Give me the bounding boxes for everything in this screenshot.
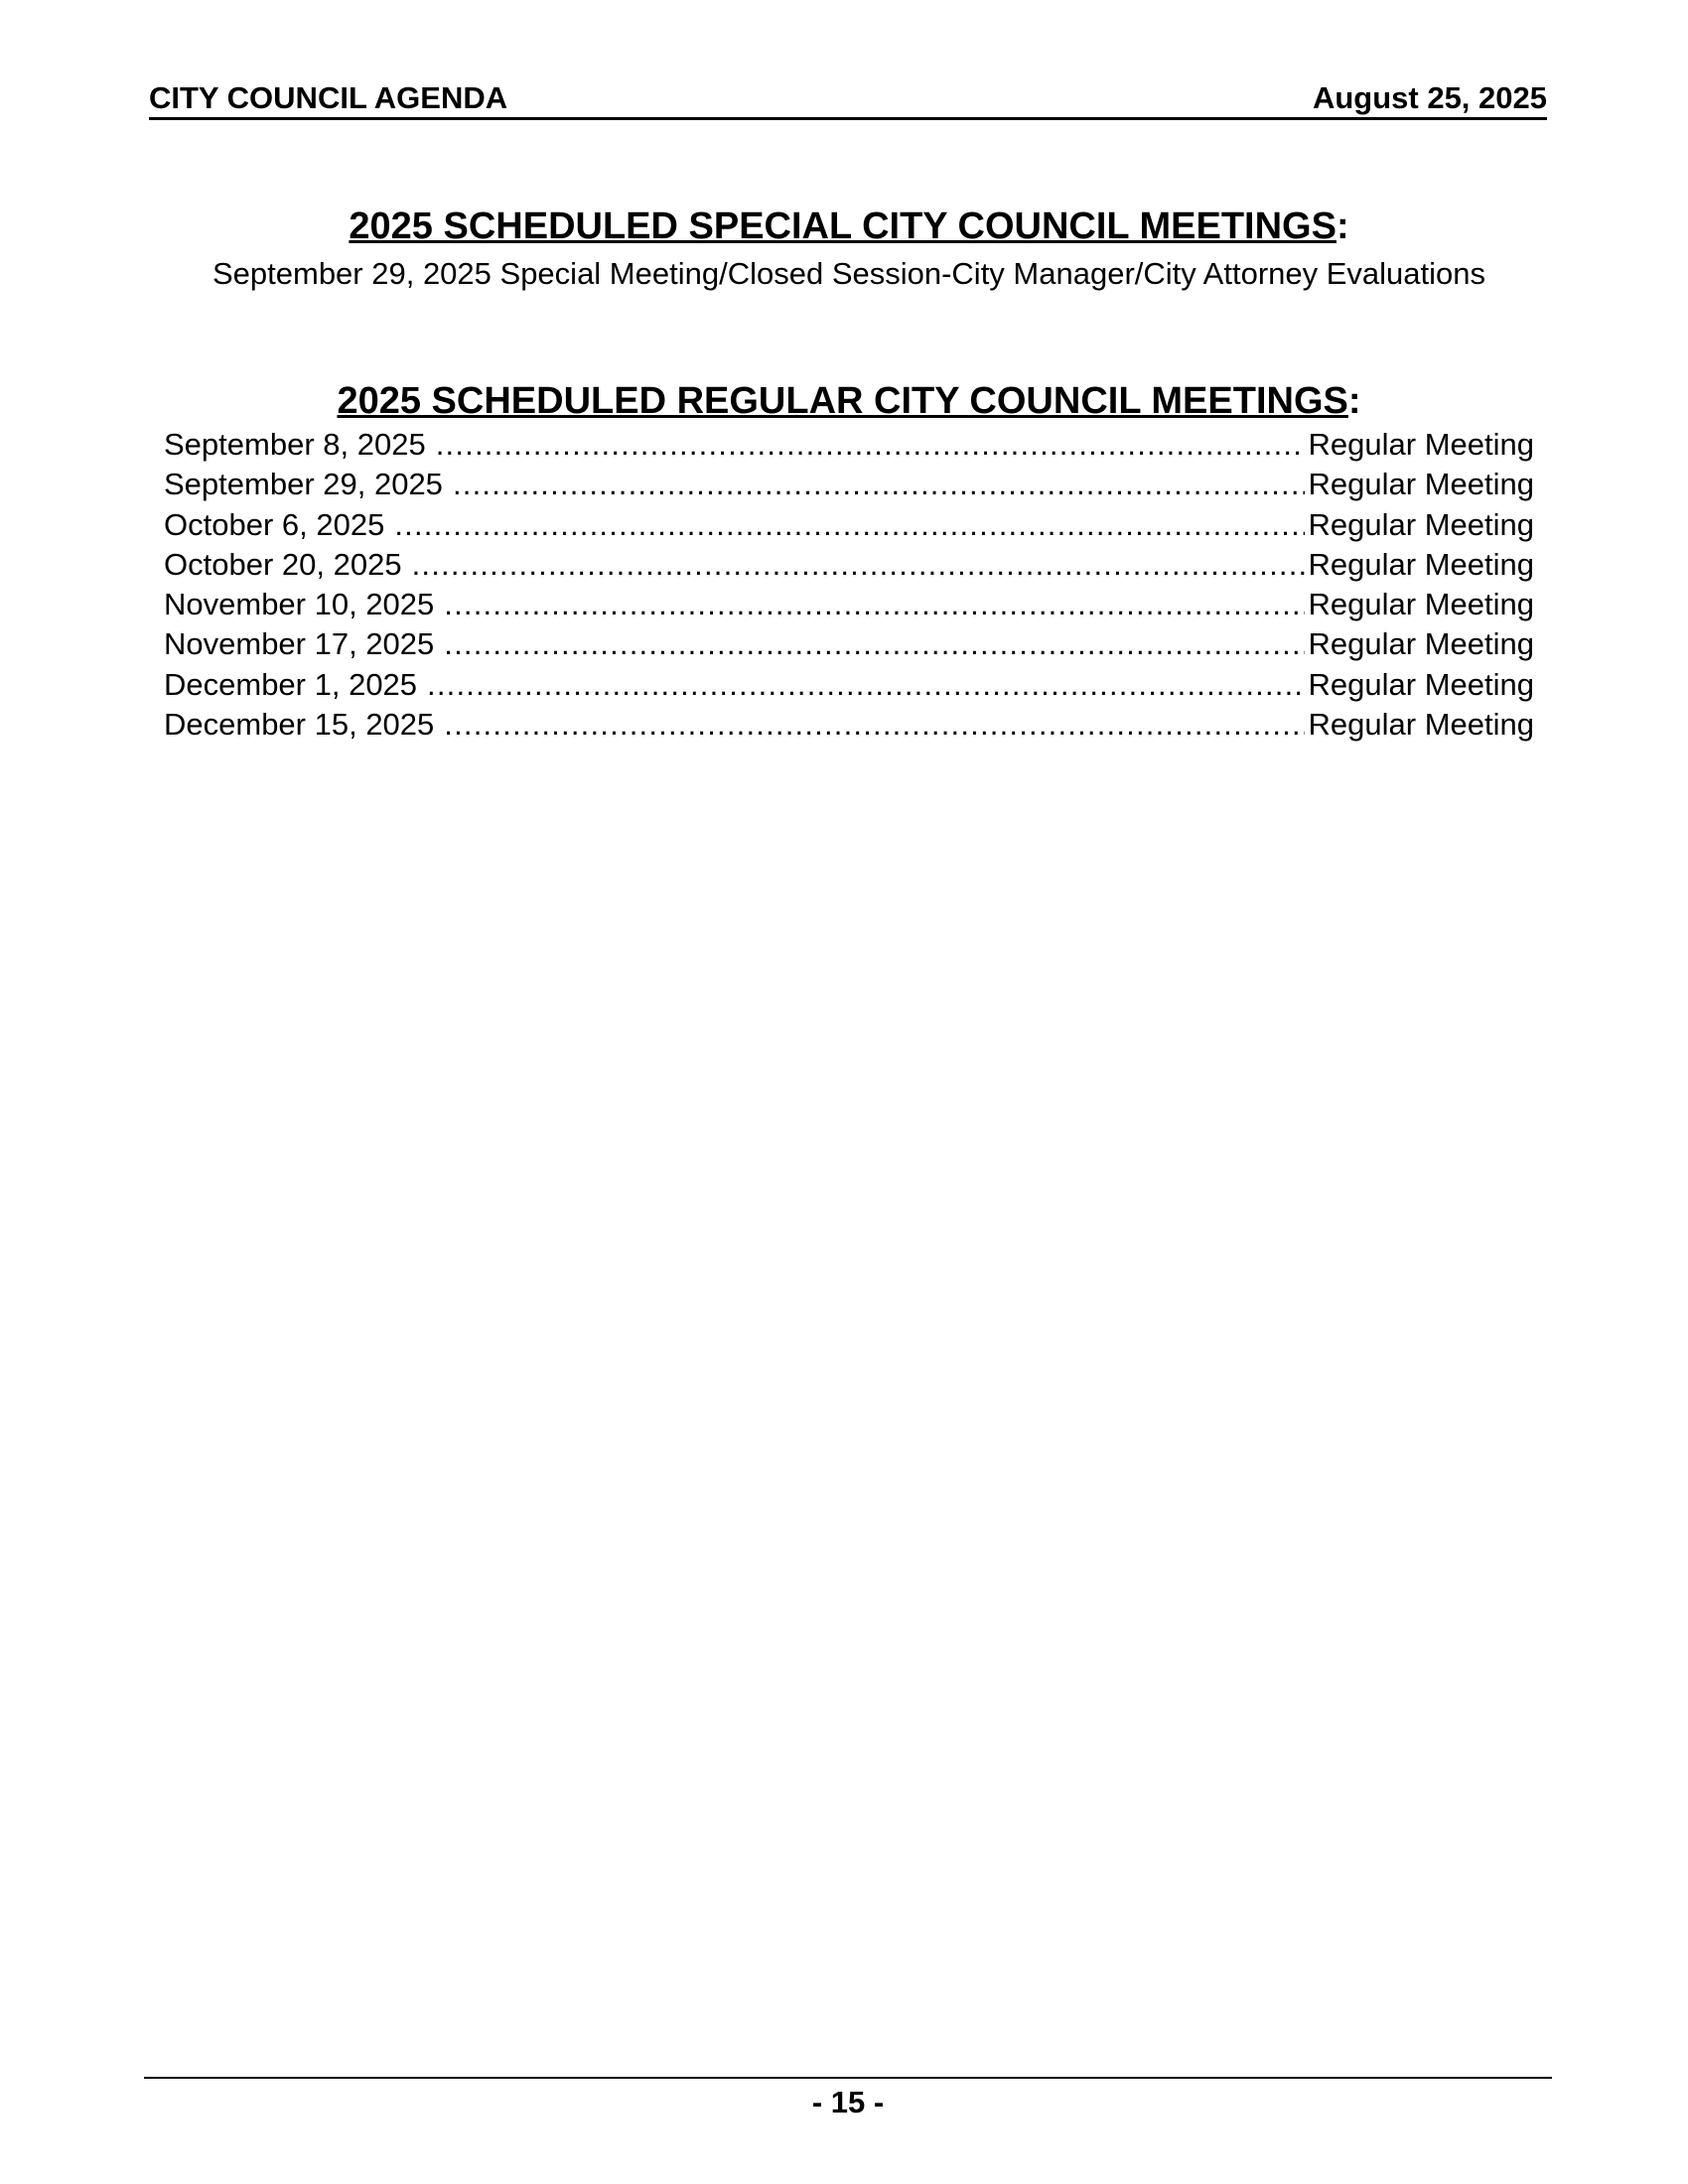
agenda-date: August 25, 2025 [1312, 80, 1547, 115]
meeting-date: September 29, 2025 [164, 467, 443, 502]
regular-meetings-heading-text: 2025 SCHEDULED REGULAR CITY COUNCIL MEETINGS [337, 380, 1348, 422]
meeting-date: October 20, 2025 [164, 546, 402, 582]
dot-leader [444, 624, 1304, 664]
dot-leader [427, 665, 1304, 705]
dot-leader [412, 545, 1305, 585]
special-meetings-heading [164, 205, 1534, 248]
meeting-type: Regular Meeting [1308, 506, 1534, 542]
meeting-row [164, 624, 1534, 664]
meeting-date: November 17, 2025 [164, 626, 435, 662]
special-meetings-heading-colon: : [1336, 205, 1349, 247]
meeting-type: Regular Meeting [1308, 427, 1534, 462]
meeting-date: November 10, 2025 [164, 587, 435, 622]
dot-leader [453, 465, 1305, 504]
meeting-row [164, 705, 1534, 745]
dot-leader [444, 585, 1304, 624]
meeting-row [164, 585, 1534, 624]
meeting-row [164, 465, 1534, 504]
page-number: - 15 - [811, 2085, 885, 2119]
regular-meetings-heading-colon: : [1347, 380, 1361, 422]
page-footer [144, 2077, 1552, 2122]
meeting-type: Regular Meeting [1308, 467, 1534, 502]
meeting-type: Regular Meeting [1308, 546, 1534, 582]
meeting-row [164, 425, 1534, 465]
special-meetings-section [164, 205, 1534, 294]
regular-meetings-heading [164, 379, 1534, 423]
meeting-type: Regular Meeting [1308, 587, 1534, 622]
meeting-row [164, 665, 1534, 705]
agenda-title: CITY COUNCIL AGENDA [149, 80, 508, 115]
meeting-date: October 6, 2025 [164, 506, 385, 542]
special-meeting-entry: September 29, 2025 Special Meeting/Closed Session-City Manager/City Attorney Evaluations [211, 256, 1486, 291]
meeting-type: Regular Meeting [1308, 626, 1534, 662]
regular-meeting-list [164, 425, 1534, 745]
meeting-row [164, 545, 1534, 585]
special-meetings-heading-text: 2025 SCHEDULED SPECIAL CITY COUNCIL MEETINGS [349, 205, 1336, 247]
meeting-row [164, 505, 1534, 545]
dot-leader [394, 505, 1304, 545]
dot-leader [436, 425, 1305, 465]
regular-meetings-section [164, 379, 1534, 745]
meeting-date: December 15, 2025 [164, 707, 435, 743]
dot-leader [444, 705, 1304, 745]
meeting-date: September 8, 2025 [164, 427, 426, 462]
meeting-type: Regular Meeting [1308, 707, 1534, 743]
meeting-type: Regular Meeting [1308, 666, 1534, 702]
meeting-date: December 1, 2025 [164, 666, 418, 702]
page-header [149, 79, 1547, 120]
